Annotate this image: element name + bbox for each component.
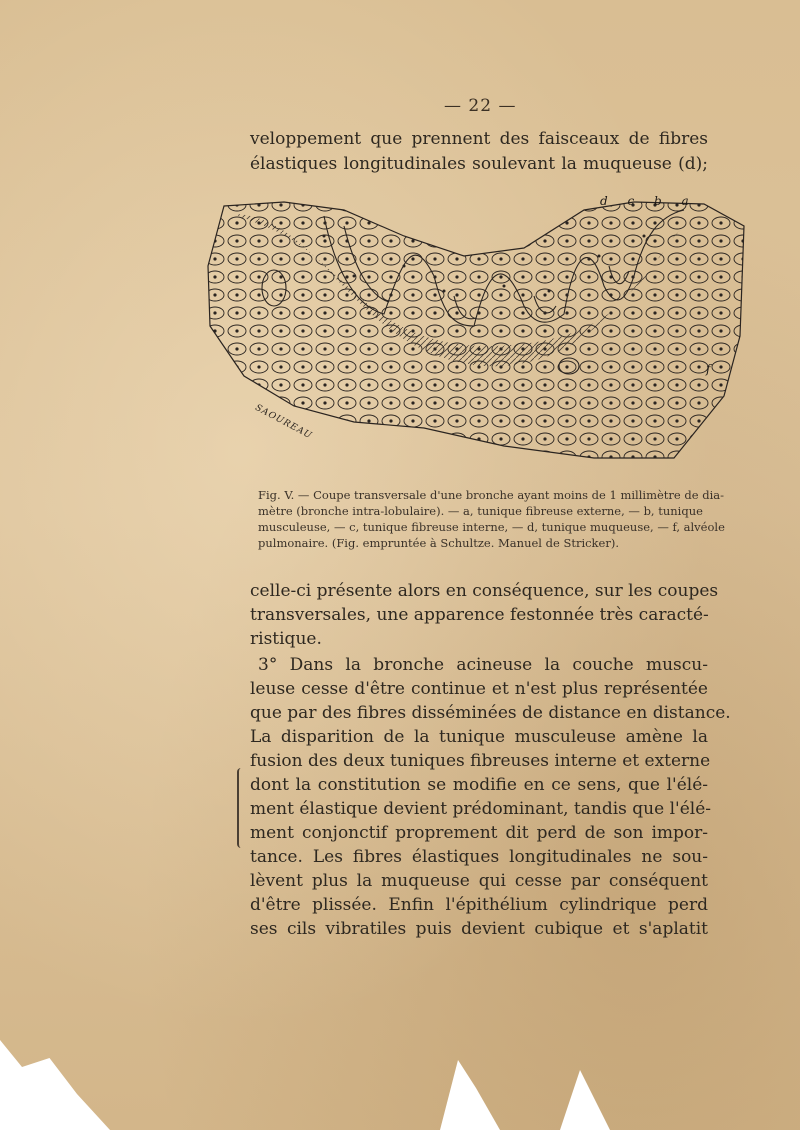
torn-edge-bottom-right [560, 1070, 610, 1130]
text-line: veloppement que prennent des faisceaux de fibres [250, 129, 708, 149]
text-line: celle-ci présente alors en conséquence, sur les coupes [250, 581, 719, 601]
engraver-signature: SAOUREAU [253, 403, 314, 442]
text-line: élastiques longitudinales soulevant la muqueuse (d); [250, 154, 708, 174]
text-line: ristique. [250, 629, 322, 649]
text-line: que par des fibres disséminées de distance en distance. [250, 703, 731, 723]
text-line: ses cils vibratiles puis devient cubique et s'aplatit [250, 919, 708, 939]
torn-edge-bottom [440, 1060, 500, 1130]
pencil-margin-mark [237, 768, 247, 848]
text-line: lèvent plus la muqueuse qui cesse par conséquent [250, 871, 708, 891]
text-line: ment élastique devient prédominant, tandis que l'élé- [250, 799, 712, 819]
text-line: leuse cesse d'être continue et n'est plus représentée [250, 679, 708, 699]
text-line: 3° Dans la bronche acineuse la couche muscu- [258, 655, 708, 675]
text-line: fusion des deux tuniques fibreuses interne et externe [250, 751, 711, 771]
text-line: dont la constitution se modifie en ce sens, que l'élé- [250, 775, 708, 795]
text-line: transversales, une apparence festonnée très caracté- [250, 605, 709, 625]
text-line: La disparition de la tunique musculeuse amène la [250, 727, 708, 747]
figure-caption-line: musculeuse, — c, tunique fibreuse interne, — d, tunique muqueuse, — f, alvéole [258, 520, 725, 534]
figure-labels-top: d c b a [600, 194, 697, 208]
text-line: d'être plissée. Enfin l'épithélium cylindrique perd [250, 895, 708, 915]
text-line: tance. Les fibres élastiques longitudinales ne sou- [250, 847, 708, 867]
figure-caption-line: Fig. V. — Coupe transversale d'une bronche ayant moins de 1 millimètre de dia- [258, 488, 724, 502]
text-line: ment conjonctif proprement dit perd de son impor- [250, 823, 708, 843]
figure-caption-line: mètre (bronche intra-lobulaire). — a, tunique fibreuse externe, — b, tunique [258, 504, 703, 518]
torn-edge-left [0, 1040, 110, 1130]
figure-label-f: f [706, 362, 711, 376]
page-number: — 22 — [444, 96, 517, 116]
figure-caption-line: pulmonaire. (Fig. empruntée à Schultze. Manuel de Stricker). [258, 536, 619, 550]
